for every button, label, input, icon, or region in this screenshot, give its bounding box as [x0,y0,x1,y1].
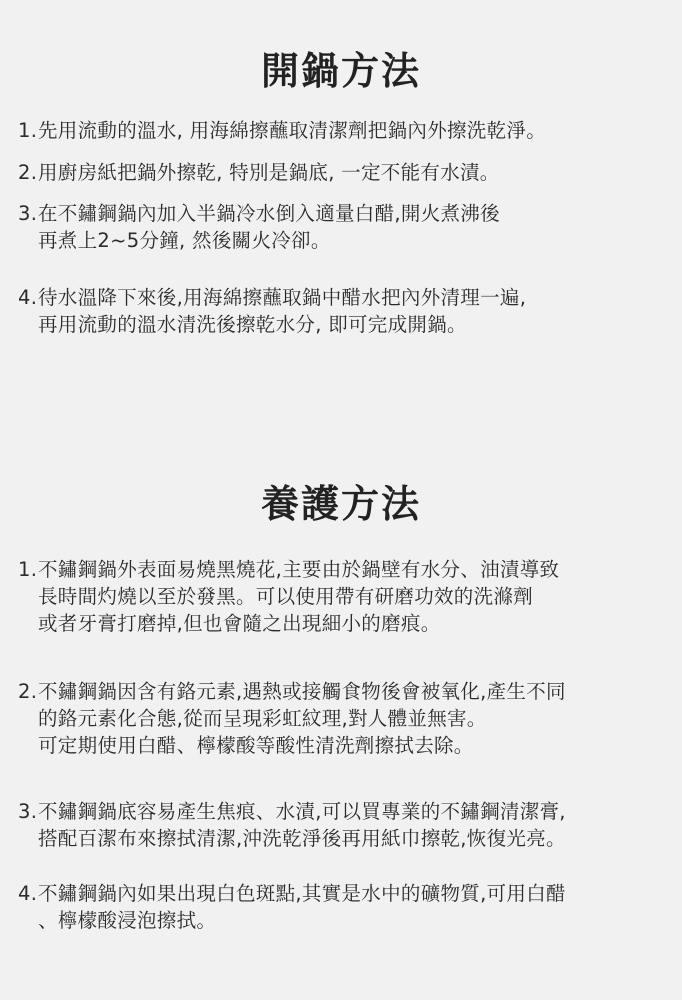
care-tip-1-line-2: 長時間灼燒以至於發黑。可以使用帶有研磨功效的洗滌劑 [38,585,534,608]
care-tip-2 [18,678,673,759]
care-tip-1-line-3: 或者牙膏打磨掉,但也會隨之出現細小的磨痕。 [38,612,441,635]
opening-method-title: 開鍋方法 [260,49,421,93]
care-tip-2-line-1: 2.不鏽鋼鍋因含有鉻元素,遇熱或接觸食物後會被氧化,產生不同 [18,680,566,703]
care-tip-2-line-2: 的鉻元素化合態,從而呈現彩虹紋理,對人體並無害。 [38,707,487,730]
care-tip-4-number: 4. [18,882,38,905]
opening-step-2-number: 2. [18,161,38,184]
care-tip-3-line-1: 3.不鏽鋼鍋底容易產生焦痕、水漬,可以買專業的不鏽鋼清潔膏, [18,800,566,823]
care-tip-3-number: 3. [18,800,38,823]
care-tip-1-number: 1. [18,558,38,581]
care-tip-4-line-1: 4.不鏽鋼鍋內如果出現白色斑點,其實是水中的礦物質,可用白醋 [18,882,566,905]
opening-step-4-line-1: 4.待水溫降下來後,用海綿擦蘸取鍋中醋水把內外清理一遍, [18,286,527,309]
care-tip-2-number: 2. [18,680,38,703]
opening-step-2-line-1: 2.用廚房紙把鍋外擦乾, 特別是鍋底, 一定不能有水漬。 [18,161,500,184]
opening-step-2 [18,159,673,186]
opening-step-1-number: 1. [18,119,38,142]
opening-step-3-line-2: 再煮上2~5分鐘, 然後關火冷卻。 [38,229,331,252]
opening-step-3-line-1: 3.在不鏽鋼鍋內加入半鍋冷水倒入適量白醋,開火煮沸後 [18,202,500,225]
care-tip-4-line-2: 、檸檬酸浸泡擦拭。 [38,909,217,932]
care-tip-3 [18,798,673,852]
opening-step-1-line-1: 1.先用流動的溫水, 用海綿擦蘸取清潔劑把鍋內外擦洗乾淨。 [18,119,546,142]
opening-step-4-line-2: 再用流動的溫水清洗後擦乾水分, 即可完成開鍋。 [38,313,467,336]
care-tip-2-line-3: 可定期使用白醋、檸檬酸等酸性清洗劑擦拭去除。 [38,734,474,757]
care-tip-1-line-1: 1.不鏽鋼鍋外表面易燒黑燒花,主要由於鍋壁有水分、油漬導致 [18,558,560,581]
opening-step-3 [18,200,673,254]
opening-step-1 [18,117,673,144]
opening-step-4 [18,284,673,338]
care-tip-3-line-2: 搭配百潔布來擦拭清潔,沖洗乾淨後再用紙巾擦乾,恢復光亮。 [38,827,566,850]
care-tip-1 [18,556,673,637]
care-tip-4 [18,880,673,934]
opening-step-3-number: 3. [18,202,38,225]
care-method-title: 養護方法 [260,482,421,526]
opening-step-4-number: 4. [18,286,38,309]
